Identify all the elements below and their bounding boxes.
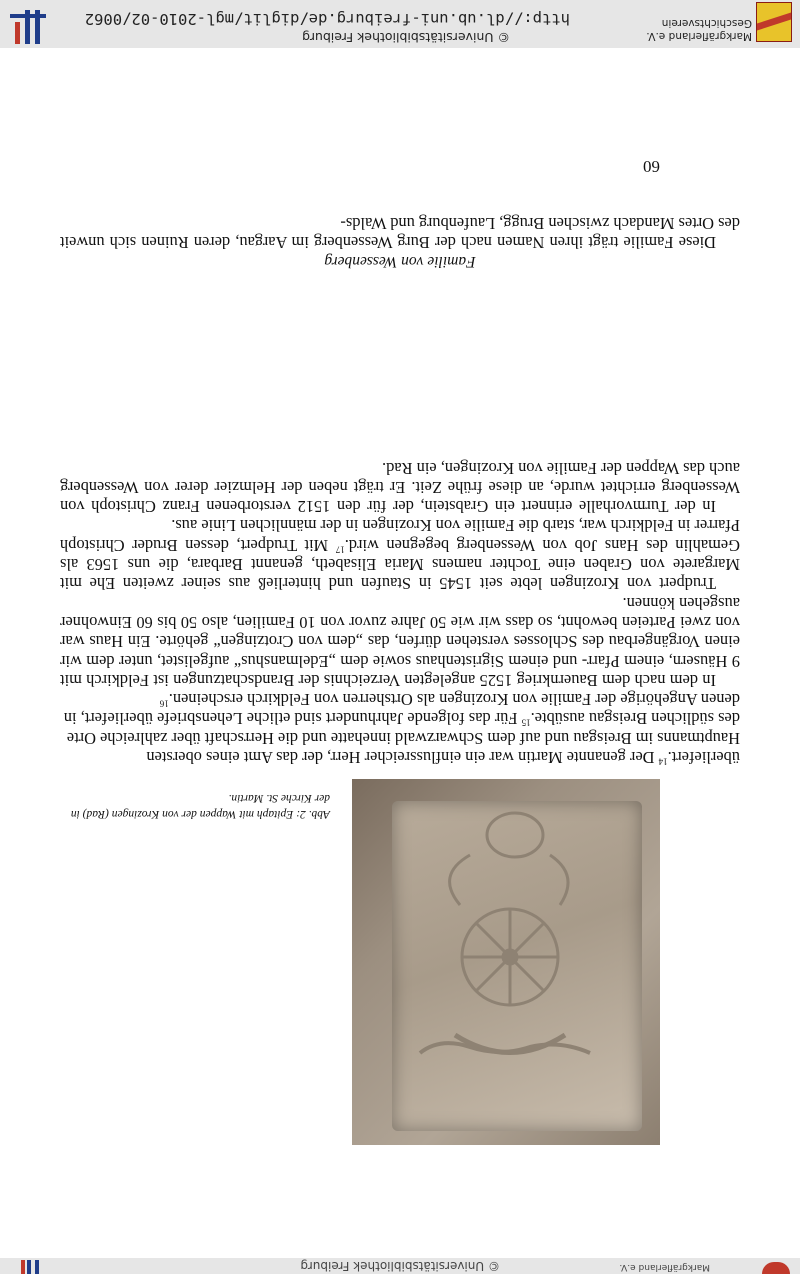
- top-banner: [0, 1258, 800, 1274]
- footnote-marker: 14: [658, 756, 668, 767]
- top-banner-library: © Universitätsbibliothek Freiburg: [300, 1259, 500, 1273]
- society-name: [646, 16, 752, 42]
- footer-bar: [0, 0, 800, 48]
- figure-caption: Abb. 2: Epitaph mit Wappen der von Krozingen (Rad) in der Kirche St. Martin.: [70, 792, 330, 820]
- university-logo-partial: [15, 1260, 45, 1274]
- coat-of-arms-relief: [352, 779, 660, 1145]
- society-name-line: Geschichtsverein: [661, 17, 752, 29]
- top-banner-society: Markgräflerland e.V.: [619, 1262, 710, 1272]
- paragraph-1: überliefert.$^{14}$ Der genannte Martin war ein einflussreicher Herr, der das Amt eines obersten Hauptmanns im Breisgau und auf dem Schwarzwald innehatte und die Herrschaft über zahlreiche Orte des südlichen Breisgau ausübte.$^{15}$ Für das folgende Jahrhundert sind etliche Lehensbriefe überliefert, in denen Angehörige der Familie von Krozingen als Ortsherren von Feldkirch erscheinen.$^{16}$: [63, 690, 740, 767]
- epitaph-photo: [352, 779, 660, 1145]
- society-name-line: Markgräflerland e.V.: [646, 30, 752, 42]
- wessenberg-text: [60, 213, 740, 252]
- page-number: 60: [643, 157, 660, 176]
- paragraph-4: In der Turmvorhalle erinnert ein Grabstein, der für den 1512 verstorbenen Franz Christoph von Wessenberg errichtet wurde, an diese frühe Zeit. Er trägt neben der Helmzier derer von Wessenberg auch das Wappen der Familie von Krozingen, ein Rad.: [60, 458, 740, 517]
- society-logo-partial: [762, 1262, 790, 1274]
- library-copyright: © Universitätsbibliothek Freiburg: [302, 30, 510, 45]
- section-heading: Familie von Wessenberg: [324, 253, 476, 270]
- source-url-link[interactable]: http://dl.ub.uni-freiburg.de/diglit/mgl-2010-02/0062: [84, 10, 570, 28]
- main-text: [60, 458, 740, 767]
- footnote-marker: 15: [521, 717, 531, 728]
- university-logo: [8, 8, 48, 48]
- footnote-marker: 17: [335, 544, 345, 555]
- paragraph-5: Diese Familie trägt ihren Namen nach der Burg Wessenberg im Aargau, deren Ruinen sich unweit des Ortes Mandach zwischen Brugg, Laufenburg und Walds-: [60, 213, 740, 252]
- paragraph-3: Trudpert von Krozingen lebte seit 1545 in Staufen und hinterließ aus seiner zweiten Ehe mit Margarete von Graben eine Tochter namens Maria Elisabeth, genannt Barbara, die uns 1563 als Gemahlin des Hans Job von Wessenberg begegnen wird.$^{17}$ Mit Trudpert, dessen Bruder Christoph Pfarrer in Feldkirch war, starb die Familie von Krozingen in der männlichen Linie aus.: [59, 516, 740, 594]
- paragraph-2: In dem nach dem Bauernkrieg 1525 angelegten Verzeichnis der Brandschatzungen ist Feldkirch mit 9 Häusern, einem Pfarr- und einem Sigristenhaus sowie dem „Edelmanshus“ aufgelistet, unter dem wir einen Vorgängerbau des Schlosses verstehen dürfen, das „dem von Crotzingen“ gehörte. Ein Haus war von zwei Parteien bewohnt, so dass wir wie 50 Jahre zuvor von 10 Familien, also 50 bis 60 Einwohner ausgehen können.: [60, 593, 740, 690]
- footnote-marker: 16: [159, 698, 169, 709]
- society-logo: [756, 2, 792, 42]
